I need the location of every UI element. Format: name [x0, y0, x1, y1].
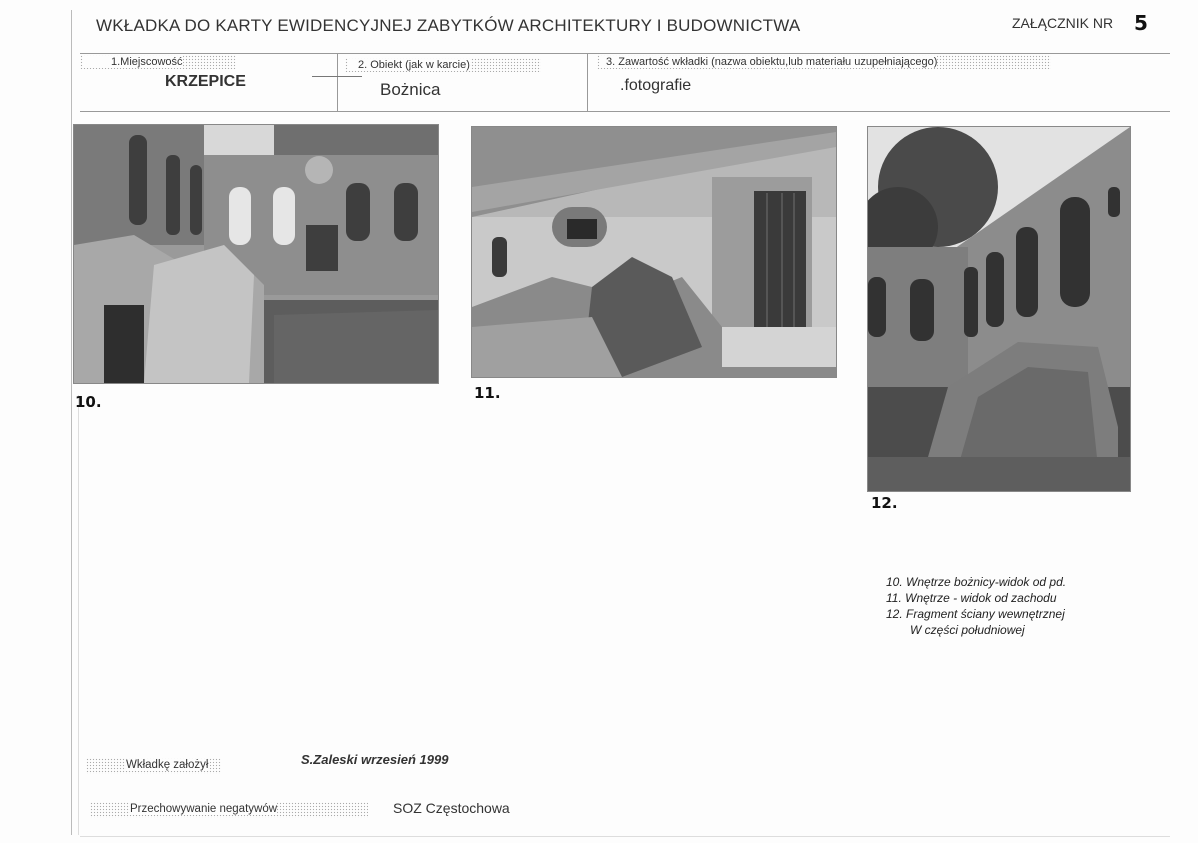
- photo-11-number: 11.: [474, 384, 501, 402]
- caption-12: 12. Fragment ściany wewnętrznej: [886, 607, 1065, 621]
- caption-12-cont: W części południowej: [910, 623, 1025, 637]
- caption-11: 11. Wnętrze - widok od zachodu: [886, 591, 1057, 605]
- created-by-label: Wkładkę założył: [86, 758, 221, 774]
- object-value: Bożnica: [380, 80, 441, 99]
- negatives-value: SOZ Częstochowa: [393, 800, 510, 816]
- photo-10-number: 10.: [75, 393, 102, 411]
- content-value: .fotografie: [620, 77, 692, 94]
- content-label: 3. Zawartość wkładki (nazwa obiektu,lub materiału uzupełniającego): [597, 55, 1051, 69]
- locality-value: KRZEPICE: [165, 73, 246, 90]
- locality-label: 1.Miejscowość: [80, 55, 236, 69]
- photo-12-number: 12.: [871, 494, 898, 512]
- caption-10: 10. Wnętrze bożnicy-widok od pd.: [886, 575, 1067, 589]
- photo-10: [73, 124, 439, 384]
- photo-11: [471, 126, 837, 378]
- field-bottom-rule: [80, 111, 1170, 112]
- photo-11-image: [472, 127, 836, 377]
- negatives-label: Przechowywanie negatywów: [90, 802, 368, 818]
- margin-rule-inner: [78, 395, 79, 835]
- field-divider-2: [587, 53, 588, 111]
- object-label: 2. Obiekt (jak w karcie): [345, 58, 541, 72]
- field-divider-1: [337, 53, 338, 111]
- photo-12: [867, 126, 1131, 492]
- bottom-rule: [80, 836, 1170, 837]
- document-title: WKŁADKA DO KARTY EWIDENCYJNEJ ZABYTKÓW ARCHITEKTURY I BUDOWNICTWA: [96, 16, 801, 35]
- photo-10-image: [74, 125, 438, 383]
- annex-number: 5: [1134, 11, 1148, 35]
- margin-rule: [71, 10, 72, 835]
- created-by-value: S.Zaleski wrzesień 1999: [301, 752, 449, 767]
- annex-label: ZAŁĄCZNIK NR: [1012, 15, 1114, 31]
- photo-12-image: [868, 127, 1130, 491]
- tick-mark: [312, 76, 362, 77]
- field-top-rule: [80, 53, 1170, 54]
